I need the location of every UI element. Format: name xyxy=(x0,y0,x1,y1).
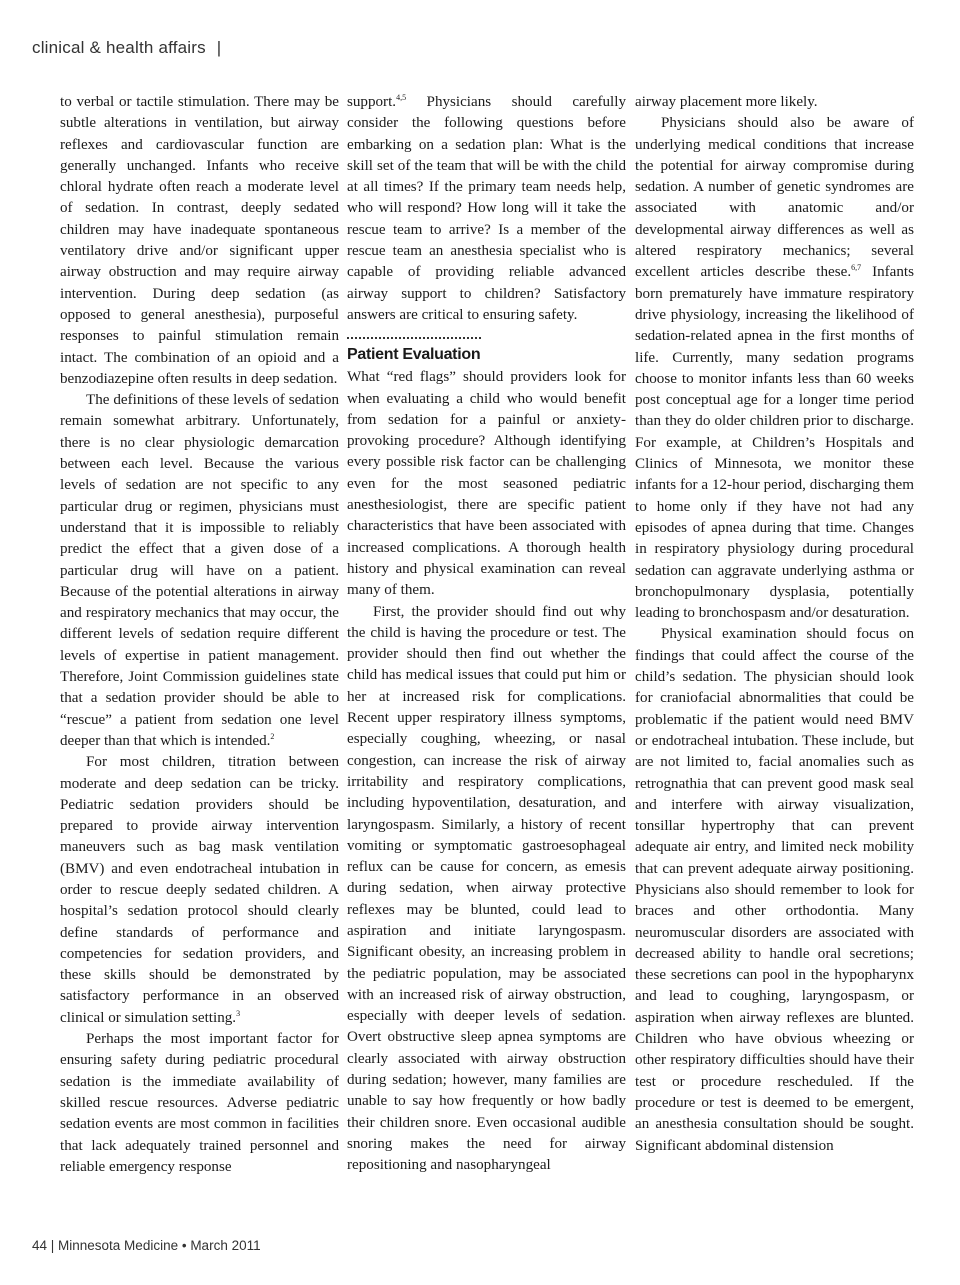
paragraph xyxy=(347,92,626,326)
text-column-left xyxy=(60,92,339,1178)
paragraph-text: The definitions of these levels of sedation remain somewhat arbitrary. Unfortunately, there is no clear physiologic demarcation between each level. Because the various levels of sedation are not specific to any particular drug or regimen, physicians must understand that it is impossible to reliably predict the effect that a given dose of a particular drug will have on a patient. Because of the potential alterations in airway and respiratory mechanics that may occur, the different levels of sedation require different levels of expertise in patient management. Therefore, Joint Commission guidelines state that a sedation provider should be able to “rescue” a patient from sedation one level deeper than that which is intended. xyxy=(60,392,339,749)
paragraph: What “red flags” should providers look for when evaluating a child who would benefit from sedation for a painful or anxiety-provoking procedure? Although identifying every possible risk factor can be challenging even for the most seasoned pediatric anesthesiologist, there are specific patient characteristics that have been associated with increased complications. A thorough health history and physical examination can reveal many of them. xyxy=(347,369,626,599)
header-separator: | xyxy=(216,38,222,57)
paragraph-text: Physicians should carefully consider the following questions before embarking on a sedation plan: What is the skill set of the team that will be with the child at all times? If the primary team needs help, who will respond? How long will it take the rescue team to arrive? Is a member of the rescue team an anesthesia specialist who is capable of providing reliable advanced airway support to children? Satisfactory answers are critical to ensuring safety. xyxy=(347,94,626,323)
paragraph xyxy=(60,390,339,752)
paragraph-text: support. xyxy=(347,94,397,110)
paragraph: Physical examination should focus on findings that could affect the course of the child’s sedation. The physician should look for craniofacial abnormalities that could be problematic if the patient would need BMV or endotracheal intubation. These include, but are not limited to, facial anomalies such as retrognathia that can prevent good mask seal and interfere with airway visualization, tonsillar hypertrophy that can prevent adequate air entry, and limited neck mobility that can prevent adequate airway positioning. Physicians also should remember to look for braces and other orthodontia. Many neuromuscular disorders are associated with decreased ability to handle oral secretions; these secretions can pool in the hypopharynx and lead to coughing, laryngospasm, or aspiration when airway reflexes are blunted. Children who have obvious wheezing or other respiratory difficulties should have their test or procedure rescheduled. If the procedure or test is deemed to be emergent, an anesthesia consultation should be sought. Significant abdominal distension xyxy=(635,626,914,1154)
paragraph xyxy=(60,752,339,1029)
paragraph-text: Physicians should also be aware of underlying medical conditions that increase the potential for airway compromise during sedation. A number of genetic syndromes are associated with anatomic and/or developmental airway differences as well as altered respiratory mechanics; several excellent articles describe these. xyxy=(635,115,914,281)
running-header xyxy=(32,38,221,58)
citation-ref: 2 xyxy=(270,731,275,741)
paragraph xyxy=(635,113,914,624)
page-footer: 44 | Minnesota Medicine • March 2011 xyxy=(32,1238,261,1253)
citation-ref: 4,5 xyxy=(396,93,407,102)
paragraph-text: Infants born prematurely have immature respiratory drive physiology, increasing the likelihood of sedation-related apnea in the first months of life. Currently, many sedation programs choose to monitor infants less than 60 weeks post conceptual age for a longer time period than they do older children prior to discharge. For example, at Children’s Hospitals and Clinics of Minnesota, we monitor these infants for a 12-hour period, discharging them to home only if they have not had any episodes of apnea during that time. Changes in respiratory physiology during procedural sedation can aggravate underlying asthma or bronchopulmonary dysplasia, potentially leading to bronchospasm and/or desaturation. xyxy=(635,264,914,622)
text-column-middle xyxy=(347,92,626,1177)
paragraph: to verbal or tactile stimulation. There may be subtle alterations in ventilation, but airway reflexes and cardiovascular function are generally unchanged. Infants who receive chloral hydrate often reach a moderate level of sedation. In contrast, deeply sedated children may have inadequate spontaneous ventilatory drive and/or significant upper airway obstruction and may require airway intervention. During deep sedation (as opposed to general anesthesia), purposeful responses to painful stimulation remain intact. The combination of an opioid and a benzodiazepine often results in deep sedation. xyxy=(60,94,339,387)
paragraph-text: For most children, titration between moderate and deep sedation can be tricky. Pediatric sedation providers should be prepared to provide airway intervention maneuvers such as bag mask ventilation (BMV) and even endotracheal intubation in order to rescue deeply sedated children. A hospital’s sedation protocol should clearly define standards of performance and competencies for sedation providers, and these skills should be demonstrated by satisfactory performance in an observed clinical or simulation setting. xyxy=(60,754,339,1026)
section-divider xyxy=(347,337,481,339)
paragraph: First, the provider should find out why the child is having the procedure or test. The provider should then find out whether the child has medical issues that could put him or her at increased risk for complications. Recent upper respiratory illness symptoms, especially coughing, wheezing, or nasal congestion, can increase the risk of airway irritability and respiratory complications, including hypoventilation, desaturation, and laryngospasm. Similarly, a history of recent vomiting or symptomatic gastroesophageal reflux can be cause for concern, as emesis during sedation, when airway protective reflexes may be blunted, could lead to aspiration and initiate laryngospasm. Significant obesity, an increasing problem in the pediatric population, may be associated with an increased risk of airway obstruction, especially with deeper levels of sedation. Overt obstructive sleep apnea symptoms are clearly associated with airway obstruction during sedation; however, many families are unable to say how frequently or how badly their children snore. Even occasional audible snoring makes the need for airway repositioning and nasopharyngeal xyxy=(347,603,626,1174)
text-column-right xyxy=(635,92,914,1157)
paragraph: Perhaps the most important factor for ensuring safety during pediatric procedural sedation is the immediate availability of skilled rescue resources. Adverse pediatric sedation events are most common in facilities that lack adequately trained personnel and reliable emergency response xyxy=(60,1031,339,1175)
section-heading: Patient Evaluation xyxy=(347,346,481,364)
citation-ref: 3 xyxy=(236,1008,241,1018)
citation-ref: 6,7 xyxy=(851,263,862,273)
paragraph: airway placement more likely. xyxy=(635,94,818,110)
section-title: clinical & health affairs xyxy=(32,38,206,57)
